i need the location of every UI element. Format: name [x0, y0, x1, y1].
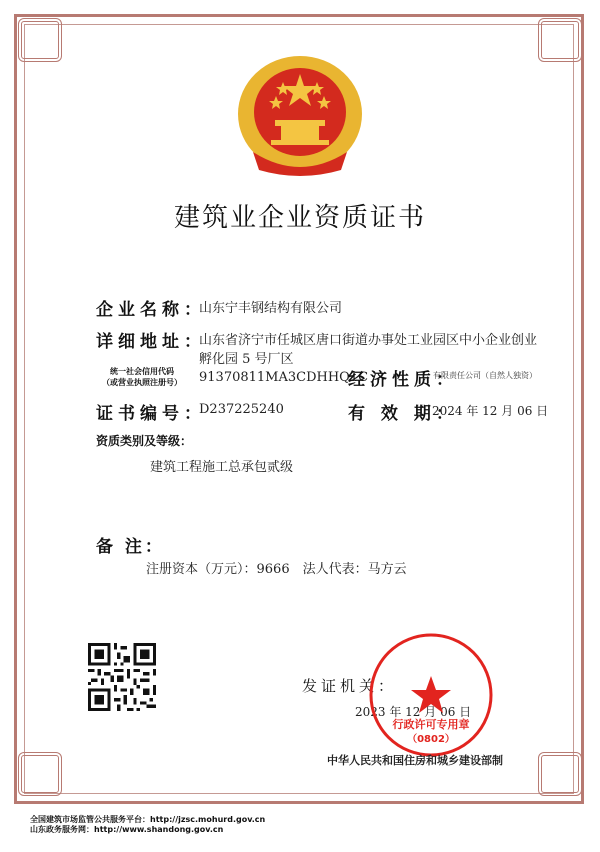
credit-code-label-line-2: （或营业执照注册号） — [102, 378, 182, 387]
credit-code-value: 91370811MA3CDHHQ1C — [199, 370, 369, 385]
issuer-label: 发证机关： — [302, 677, 398, 695]
company-name-label: 企业名称： — [96, 300, 206, 320]
company-name-value: 山东宁丰钢结构有限公司 — [199, 301, 343, 316]
certificate-number-value: D237225240 — [199, 402, 284, 417]
footer — [30, 815, 265, 835]
address-line-2: 孵化园 5 号厂区 — [199, 352, 294, 367]
economic-nature-label: 经济性质： — [348, 370, 458, 390]
qualification-value: 建筑工程施工总承包贰级 — [150, 460, 294, 475]
address-line-1: 山东省济宁市任城区唐口街道办事处工业园区中小企业创业 — [199, 333, 538, 348]
certificate-title: 建筑业企业资质证书 — [173, 203, 426, 233]
qr-code-icon — [88, 643, 156, 711]
remarks-value: 注册资本（万元）：9666 法人代表：马方云 — [146, 562, 407, 577]
remarks-label: 备 注： — [96, 537, 165, 557]
corner-ornament — [538, 18, 582, 62]
footer-line-1: 全国建筑市场监管公共服务平台：http://jzsc.mohurd.gov.cn — [30, 815, 266, 824]
credit-code-label — [92, 366, 192, 388]
svg-text:（0802）: （0802） — [407, 734, 455, 745]
footer-line-2: 山东政务服务网：http://www.shandong.gov.cn — [30, 825, 224, 834]
national-emblem-icon — [233, 52, 368, 182]
corner-ornament — [18, 752, 62, 796]
validity-label: 有 效 期： — [348, 404, 458, 424]
corner-ornament — [538, 752, 582, 796]
ministry-name: 中华人民共和国住房和城乡建设部制 — [327, 754, 503, 767]
qualification-label: 资质类别及等级： — [96, 434, 193, 448]
address-label: 详细地址： — [96, 332, 206, 352]
certificate-number-label: 证书编号： — [96, 404, 206, 424]
validity-value: 2024 年 12 月 06 日 — [432, 404, 549, 418]
economic-nature-value: 有限责任公司（自然人独资） — [433, 371, 537, 380]
corner-ornament — [18, 18, 62, 62]
credit-code-label-line-1: 统一社会信用代码 — [110, 367, 174, 376]
issue-date: 2023 年 12 月 06 日 — [355, 705, 472, 719]
svg-text:行政许可专用章: 行政许可专用章 — [392, 718, 470, 731]
official-seal-icon — [366, 630, 496, 760]
